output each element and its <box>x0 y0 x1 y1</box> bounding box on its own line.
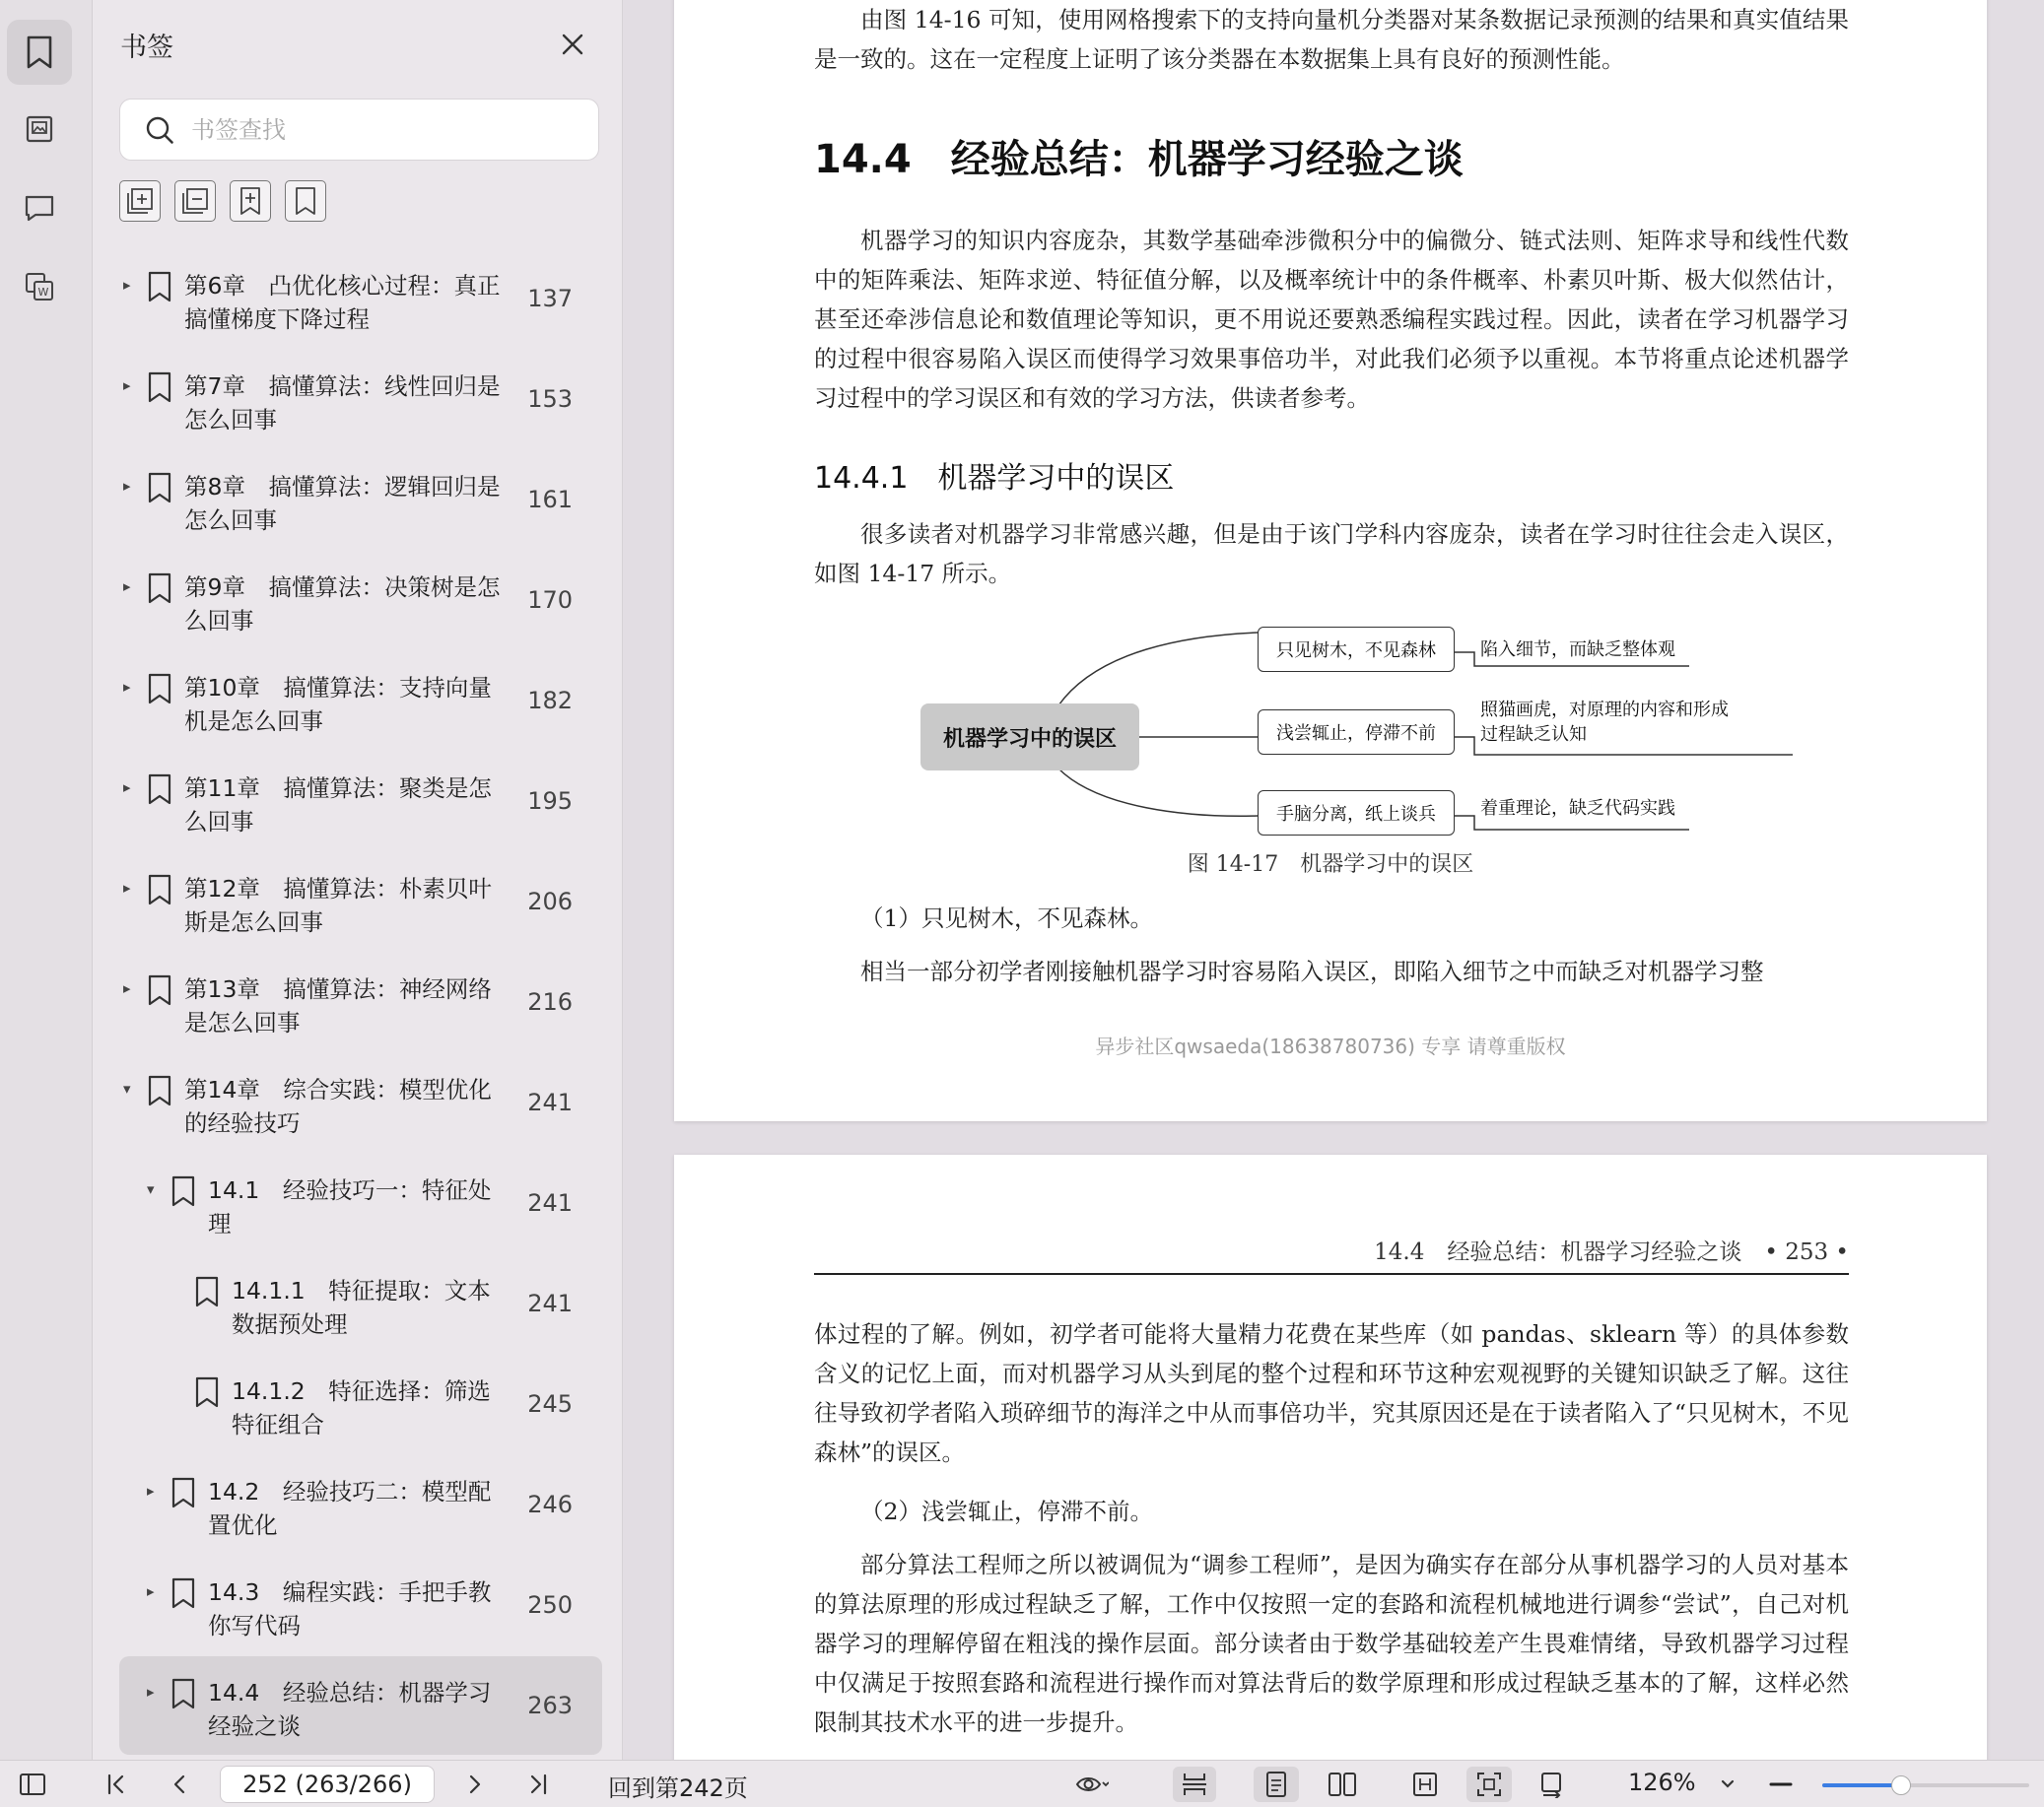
bookmark-rail-button[interactable] <box>7 20 72 85</box>
bookmark-item[interactable] <box>119 1656 602 1755</box>
paragraph: 由图 14-16 可知，使用网格搜索下的支持向量机分类器对某条数据记录预测的结果和真实值结果是一致的。这在一定程度上证明了该分类器在本数据集上具有良好的预测性能。 <box>814 6 1849 73</box>
bookmark-page-number: 216 <box>527 988 573 1016</box>
bookmark-icon <box>170 1477 196 1508</box>
bookmark-item[interactable] <box>119 350 602 448</box>
bookmark-page-number: 161 <box>527 486 573 513</box>
bookmark-icon <box>170 1577 196 1609</box>
bookmark-item[interactable] <box>119 1556 602 1654</box>
bookmark-item[interactable] <box>119 1355 602 1453</box>
bookmark-item[interactable] <box>119 752 602 850</box>
running-head-text: 14.4 经验总结：机器学习经验之谈 • 253 • <box>1374 1239 1849 1265</box>
first-page-icon <box>105 1773 127 1796</box>
search-icon <box>140 110 179 150</box>
bookmark-item[interactable] <box>119 953 602 1051</box>
expand-arrow-icon[interactable]: ▸ <box>123 477 131 495</box>
bookmark-label: 第13章 搞懂算法：神经网络是怎么回事 <box>184 975 492 1037</box>
expand-arrow-icon[interactable]: ▸ <box>123 376 131 394</box>
bookmark-page-number: 195 <box>527 787 573 815</box>
diagram-leaf-text: 过程缺乏认知 <box>1480 724 1587 745</box>
bookmark-page-number: 241 <box>527 1189 573 1217</box>
continuous-scroll-icon <box>1181 1771 1208 1798</box>
zoom-slider-handle[interactable] <box>1891 1775 1911 1795</box>
page-number-input[interactable]: 252 (263/266) <box>220 1766 435 1803</box>
diagram-leaf-text: 照猫画虎，对原理的内容和形成 <box>1480 700 1729 720</box>
bookmark-icon <box>194 1376 220 1408</box>
bookmark-item[interactable] <box>119 852 602 951</box>
bookmark-label: 14.4 经验总结：机器学习经验之谈 <box>208 1679 492 1740</box>
expand-arrow-icon[interactable]: ▸ <box>147 1582 155 1600</box>
bookmark-label: 第8章 搞懂算法：逻辑回归是怎么回事 <box>184 473 501 534</box>
fit-page-button[interactable] <box>1466 1767 1512 1802</box>
document-page <box>674 1155 1987 1760</box>
bookmark-page-number: 170 <box>527 586 573 614</box>
bookmark-toolbar <box>119 180 326 222</box>
bookmark-label: 14.2 经验技巧二：模型配置优化 <box>208 1478 492 1539</box>
comment-rail-button[interactable] <box>7 175 72 240</box>
zoom-slider[interactable] <box>1822 1783 2029 1787</box>
bookmark-page-number: 263 <box>527 1692 573 1719</box>
add-bookmark-button[interactable] <box>230 180 271 222</box>
thumbnail-rail-button[interactable] <box>7 97 72 162</box>
two-page-button[interactable] <box>1321 1767 1364 1802</box>
bookmark-label: 14.3 编程实践：手把手教你写代码 <box>208 1578 492 1640</box>
bookmark-label: 第10章 搞懂算法：支持向量机是怎么回事 <box>184 674 492 735</box>
bookmark-item[interactable] <box>119 249 602 348</box>
expand-arrow-icon[interactable]: ▸ <box>147 1482 155 1500</box>
collapse-all-button[interactable] <box>174 180 216 222</box>
diagram-branch-node: 手脑分离，纸上谈兵 <box>1258 790 1455 836</box>
svg-text:W: W <box>37 286 49 299</box>
word-extract-icon <box>24 271 55 302</box>
diagram-branch-node: 浅尝辄止，停滞不前 <box>1258 709 1455 755</box>
bookmark-icon <box>147 572 172 604</box>
close-panel-button[interactable] <box>556 28 589 61</box>
bookmark-label: 第6章 凸优化核心过程：真正搞懂梯度下降过程 <box>184 272 501 333</box>
bookmark-icon <box>170 1175 196 1207</box>
bookmark-label: 第11章 搞懂算法：聚类是怎么回事 <box>184 774 492 836</box>
zoom-out-button[interactable] <box>1766 1767 1796 1802</box>
icon-rail <box>0 0 93 1760</box>
fit-page-icon <box>1475 1771 1503 1798</box>
paragraph: 机器学习的知识内容庞杂，其数学基础牵涉微积分中的偏微分、链式法则、矩阵求导和线性代数中的矩阵乘法、矩阵求逆、特征值分解，以及概率统计中的条件概率、朴素贝叶斯、极大似然估计，甚至还牵涉信息论和数值理论等知识，更不用说还要熟悉编程实践过程。因此，读者在学习机器学习的过程中很容易陷入误区而使得学习效果事倍功半，对此我们必须予以重视。本节将重点论述机器学习过程中的学习误区和有效的学习方法，供读者参考。 <box>814 227 1849 412</box>
collapse-all-icon <box>179 185 211 217</box>
bookmark-item[interactable] <box>119 450 602 549</box>
bookmark-page-number: 206 <box>527 888 573 915</box>
bookmark-label: 14.1 经验技巧一：特征处理 <box>208 1176 492 1238</box>
bookmark-label: 14.1.1 特征提取：文本数据预处理 <box>232 1277 491 1338</box>
two-page-icon <box>1328 1771 1357 1798</box>
bookmark-page-number: 246 <box>527 1491 573 1518</box>
collapse-arrow-icon[interactable]: ▾ <box>147 1180 155 1198</box>
next-page-button[interactable] <box>457 1767 493 1802</box>
bookmark-label: 14.1.2 特征选择：筛选特征组合 <box>232 1377 491 1439</box>
continuous-scroll-button[interactable] <box>1173 1767 1216 1802</box>
running-header <box>814 1234 1849 1275</box>
bookmark-label: 第7章 搞懂算法：线性回归是怎么回事 <box>184 372 501 434</box>
bookmark-icon <box>147 673 172 704</box>
bookmark-icon <box>147 874 172 905</box>
expand-arrow-icon[interactable]: ▸ <box>123 778 131 796</box>
fit-width-icon <box>1411 1771 1439 1798</box>
back-to-page-link[interactable]: 回到第242页 <box>608 1774 748 1802</box>
chevron-right-icon <box>467 1773 483 1796</box>
fit-width-button[interactable] <box>1403 1767 1447 1802</box>
expand-all-button[interactable] <box>119 180 161 222</box>
bookmark-icon <box>147 271 172 302</box>
subsection-heading: 14.4.1 机器学习中的误区 <box>814 461 1175 496</box>
bookmark-page-number: 245 <box>527 1390 573 1418</box>
paragraph: 部分算法工程师之所以被调侃为“调参工程师”，是因为确实存在部分从事机器学习的人员对基本的算法原理的形成过程缺乏了解，工作中仅按照一定的套路和流程机械地进行调参“尝试”，自己对机器学习的理解停留在粗浅的操作层面。部分读者由于数学基础较差产生畏难情绪，导致机器学习过程中仅满足于按照套路和流程进行操作而对算法背后的数学原理和形成过程缺乏基本的了解，这样必然限制其技术水平的进一步提升。 <box>814 1551 1849 1736</box>
last-page-icon <box>527 1773 549 1796</box>
expand-arrow-icon[interactable]: ▸ <box>123 276 131 294</box>
document-page <box>674 0 1987 1121</box>
close-icon <box>561 33 584 56</box>
figure-caption: 图 14-17 机器学习中的误区 <box>1187 852 1474 877</box>
expand-arrow-icon[interactable]: ▸ <box>123 879 131 897</box>
bookmark-search-input[interactable] <box>191 116 566 144</box>
bookmark-icon <box>290 185 321 217</box>
zoom-slider-fill <box>1822 1783 1901 1787</box>
bookmark-options-button[interactable] <box>285 180 326 222</box>
expand-all-icon <box>124 185 156 217</box>
paragraph: 很多读者对机器学习非常感兴趣，但是由于该门学科内容庞杂，读者在学习时往往会走入误区，如图 14-17 所示。 <box>814 520 1849 587</box>
bookmark-item[interactable] <box>119 551 602 649</box>
bookmark-icon <box>147 371 172 403</box>
bookmark-item[interactable] <box>119 1154 602 1252</box>
image-icon <box>25 114 54 144</box>
document-view <box>623 0 2044 1760</box>
expand-arrow-icon[interactable]: ▸ <box>123 577 131 595</box>
eye-icon <box>1075 1774 1109 1795</box>
bookmark-label: 第9章 搞懂算法：决策树是怎么回事 <box>184 573 501 635</box>
bookmark-icon <box>170 1678 196 1709</box>
section-heading: 14.4 经验总结：机器学习经验之谈 <box>814 137 1464 182</box>
bookmark-page-number: 250 <box>527 1591 573 1619</box>
rotate-icon <box>1537 1771 1565 1798</box>
expand-arrow-icon[interactable]: ▸ <box>123 979 131 997</box>
list-item-heading: （2）浅尝辄止，停滞不前。 <box>860 1498 1153 1525</box>
watermark: 异步社区qwsaeda(18638780736) 专享 请尊重版权 <box>1095 1035 1566 1058</box>
extract-rail-button[interactable] <box>7 254 72 319</box>
bookmark-item[interactable] <box>119 1254 602 1353</box>
bookmark-icon <box>147 1075 172 1106</box>
prev-page-button[interactable] <box>162 1767 197 1802</box>
bookmark-panel <box>93 0 623 1760</box>
paragraph: 体过程的了解。例如，初学者可能将大量精力花费在某些库（如 pandas、sklearn 等）的具体参数含义的记忆上面，而对机器学习从头到尾的整个过程和环节这种宏观视野的关键知识缺乏了解。这往往导致初学者陷入琐碎细节的海洋之中从而事倍功半，究其原因还是在于读者陷入了“只见树木，不见森林”的误区。 <box>814 1320 1849 1466</box>
bookmark-label: 第14章 综合实践：模型优化的经验技巧 <box>184 1076 492 1137</box>
diagram-leaf-text: 陷入细节，而缺乏整体观 <box>1480 639 1675 660</box>
bookmark-search <box>119 99 599 161</box>
bookmark-icon <box>147 472 172 503</box>
bookmark-page-number: 153 <box>527 385 573 413</box>
status-bar <box>0 1760 2044 1807</box>
chevron-down-icon <box>1720 1778 1736 1790</box>
paragraph: 相当一部分初学者刚接触机器学习时容易陷入误区，即陷入细节之中而缺乏对机器学习整 <box>860 958 1764 985</box>
minus-icon <box>1769 1773 1793 1796</box>
expand-arrow-icon[interactable]: ▸ <box>123 678 131 696</box>
bookmark-page-number: 182 <box>527 687 573 714</box>
expand-arrow-icon[interactable]: ▸ <box>147 1683 155 1701</box>
collapse-arrow-icon[interactable]: ▾ <box>123 1080 131 1098</box>
single-page-icon <box>1264 1771 1288 1798</box>
list-item-heading: （1）只见树木，不见森林。 <box>860 904 1153 932</box>
first-page-button[interactable] <box>99 1767 134 1802</box>
bookmark-label: 第12章 搞懂算法：朴素贝叶斯是怎么回事 <box>184 875 492 936</box>
comment-icon <box>24 193 55 223</box>
add-bookmark-icon <box>235 185 266 217</box>
bookmark-icon <box>194 1276 220 1307</box>
bookmark-page-number: 241 <box>527 1089 573 1116</box>
diagram-branch-node: 只见树木，不见森林 <box>1258 627 1455 672</box>
bookmark-icon <box>147 974 172 1006</box>
toggle-sidebar-button[interactable] <box>14 1767 51 1802</box>
zoom-dropdown-button[interactable] <box>1713 1767 1742 1802</box>
panel-title: 书签 <box>120 33 173 63</box>
bookmark-icon <box>25 35 54 69</box>
bookmark-item[interactable] <box>119 651 602 750</box>
view-mode-dropdown[interactable] <box>1062 1767 1122 1802</box>
chevron-left-icon <box>171 1773 187 1796</box>
bookmark-item[interactable] <box>119 1053 602 1152</box>
bookmark-item[interactable] <box>119 1455 602 1554</box>
single-page-button[interactable] <box>1254 1767 1299 1802</box>
last-page-button[interactable] <box>520 1767 556 1802</box>
zoom-level[interactable]: 126% <box>1628 1769 1696 1796</box>
rotate-page-button[interactable] <box>1530 1767 1573 1802</box>
diagram-leaf-text: 着重理论，缺乏代码实践 <box>1480 798 1675 819</box>
bookmark-icon <box>147 773 172 805</box>
bookmark-page-number: 241 <box>527 1290 573 1317</box>
bookmark-page-number: 137 <box>527 285 573 312</box>
diagram-root-node: 机器学习中的误区 <box>920 703 1139 770</box>
sidebar-icon <box>19 1773 46 1796</box>
